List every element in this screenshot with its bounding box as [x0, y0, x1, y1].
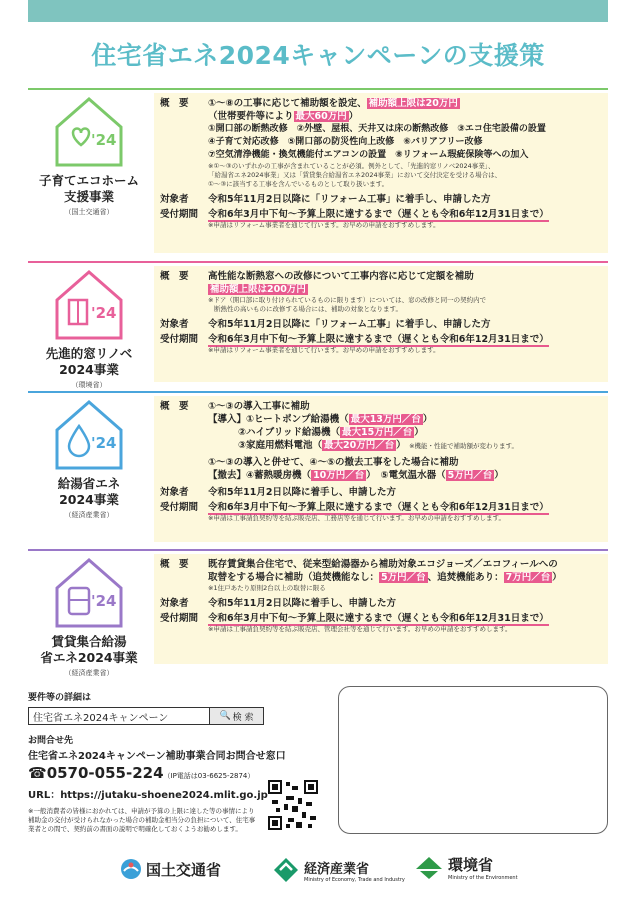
phone-icon: ☎: [28, 764, 47, 782]
subsidy-max-highlight: 最大60万円: [295, 111, 347, 122]
contact-url[interactable]: URL：https://jutaku-shoene2024.mlit.go.jp: [28, 790, 268, 801]
section-ministry: （環境省）: [71, 381, 107, 389]
section-name: 子育てエコホーム 支援事業: [38, 173, 139, 204]
search-box: [28, 707, 328, 725]
contact-phone: ☎0570-055-224（IP電話は03-6625-2874）: [28, 764, 255, 782]
period-text: 令和6年3月中下旬～予算上限に達するまで（遅くとも令和6年12月31日まで）: [208, 209, 549, 220]
subsidy-cap-highlight: 補助額上限は20万円: [368, 98, 458, 109]
note: 「給湯省エネ2024事業」又は「賃貸集合給湯省エネ2024事業」において交付決定を受ける場合は、: [208, 171, 502, 179]
removal-item: 【撤去】④蓄熱暖房機（ 10万円／台 ） ⑤電気温水器（ 5万円／台 ）: [208, 470, 504, 481]
period-label: 受付期間: [160, 334, 199, 345]
search-input[interactable]: 住宅省エネ2024キャンペーン: [28, 707, 210, 725]
search-button[interactable]: 🔍 検 索: [210, 707, 264, 725]
section-detail: 概 要 ①～⑧の工事に応じて補助額を設定、 補助額上限は20万円 （世帯要件等により 最大60万円 ） ①開口部の断熱改修 ②外壁、屋根、天井又は床の断熱改修 ③エコ住宅設備の設置 ④子育て対応改修 ⑤開口部の防災性向上改修 ⑥バリアフリー改修 ⑦空気清浄機能・換気機能付エアコンの設置 ⑧リフォーム瑕疵保険等への加入 ※①～③のいずれかの工事が含まれていることが必須。例外として、「先進的窓リノベ2024事業」、 「給湯省エネ2024事業」又は「賃貸集合給湯省エネ2024事業」において交付決定を受ける場合は、 ①～③に該当する工事を含んでいるものとして取り扱います。 対象者 令和5年11月2日以降に「リフォーム工事」に着手し、申請した方 受付期間 令和6年3月中下旬～予算上限に達するまで（遅くとも令和6年12月31日まで） ※申請はリフォーム事業者を通じて行います。お早めの申請をおすすめします。: [154, 93, 608, 253]
env-logo: 環境省 Ministry of the Environment: [414, 854, 518, 881]
intro-item: ②ハイブリッド給湯機（ 最大15万円／台 ）: [238, 427, 424, 438]
work-item: ①開口部の断熱改修 ②外壁、屋根、天井又は床の断熱改修 ③エコ住宅設備の設置: [208, 124, 546, 134]
section-name: 先進的窓リノベ 2024事業: [45, 346, 133, 377]
mlit-emblem-icon: [120, 858, 142, 880]
section-kyuto: [28, 396, 608, 544]
blank-stamp-box: [338, 686, 608, 834]
overview-label: 概 要: [160, 401, 189, 412]
house-water-drop-icon: [49, 396, 129, 472]
contact-heading: お問合せ先: [28, 736, 74, 746]
target-label: 対象者: [160, 194, 189, 205]
section-detail: 概 要 既存賃貸集合住宅で、従来型給湯器から補助対象エコジョーズ／エコフィールへの 取替をする場合に補助（追焚機能なし： 5万円／台 、追焚機能あり： 7万円／台 ） ※1住戸あたり原則2台以上の取替に限る 対象者 令和5年11月2日以降に着手し、申請した方 受付期間 令和6年3月中下旬～予算上限に達するまで（遅くとも令和6年12月31日まで） ※申請は工事請負契約等を結ぶ販売店、管理会社等を通じて行います。お早めの申請をおすすめします。: [154, 554, 608, 664]
section-name: 給湯省エネ 2024事業: [57, 476, 121, 507]
target-text: 令和5年11月2日以降に着手し、申請した方: [208, 487, 396, 498]
section-ministry: （経済産業省）: [64, 669, 114, 677]
period-text: 令和6年3月中下旬～予算上限に達するまで（遅くとも令和6年12月31日まで）: [208, 334, 549, 345]
section-ministry: （経済産業省）: [64, 511, 114, 519]
period-label: 受付期間: [160, 209, 199, 220]
target-text: 令和5年11月2日以降に「リフォーム工事」に着手し、申請した方: [208, 319, 491, 330]
page-title: 住宅省エネ2024キャンペーンの支援策: [91, 41, 545, 70]
note: ※ドア（開口部に取り付けられているものに限ります）については、窓の改修と同一の契約内で: [208, 296, 487, 304]
section-name: 賃貸集合給湯 省エネ2024事業: [40, 634, 138, 665]
period-text: 令和6年3月中下旬～予算上限に達するまで（遅くとも令和6年12月31日まで）: [208, 613, 549, 624]
meti-logo: 経済産業省 Ministry of Economy, Trade and Industry: [272, 856, 405, 884]
subsidy-cap-highlight: 補助額上限は200万円: [210, 284, 306, 295]
section-mado: [28, 266, 608, 389]
work-item: ④子育て対応改修 ⑤開口部の防災性向上改修 ⑥バリアフリー改修: [208, 137, 483, 147]
house-window-icon: [49, 266, 129, 342]
details-heading: 要件等の詳細は: [28, 693, 92, 703]
env-emblem-icon: [414, 855, 444, 881]
period-text: 令和6年3月中下旬～予算上限に達するまで（遅くとも令和6年12月31日まで）: [208, 502, 549, 513]
svg-text:'24: '24: [91, 434, 117, 452]
section-kosodate: [28, 93, 608, 255]
overview-label: 概 要: [160, 98, 189, 109]
note: ※1住戸あたり原則2台以上の取替に限る: [208, 584, 326, 592]
house-heart-icon: [49, 93, 129, 169]
section-ministry: （国土交通省）: [64, 208, 114, 216]
note: 断熱性の高いものに改修する場合には、補助の対象となります。: [214, 305, 402, 313]
note: ※①～③のいずれかの工事が含まれていることが必須。例外として、「先進的窓リノベ2024事業」、: [208, 162, 495, 170]
target-label: 対象者: [160, 598, 189, 609]
work-item: ⑦空気清浄機能・換気機能付エアコンの設置 ⑧リフォーム瑕疵保険等への加入: [208, 150, 529, 160]
section-divider: [28, 549, 608, 551]
overview-label: 概 要: [160, 559, 189, 570]
period-note: ※申請はリフォーム事業者を通じて行います。お早めの申請をおすすめします。: [208, 221, 440, 229]
qr-code-icon[interactable]: [268, 780, 318, 830]
note: ①～③に該当する工事を含んでいるものとして取り扱います。: [208, 180, 389, 188]
svg-text:'24: '24: [91, 131, 117, 149]
section-divider: [28, 261, 608, 263]
mlit-logo: 国土交通省: [120, 858, 221, 880]
top-banner-bar: [28, 0, 608, 22]
section-detail: 概 要 ①～③の導入工事に補助 【導入】①ヒートポンプ給湯機（ 最大13万円／台 ） ②ハイブリッド給湯機（ 最大15万円／台 ） ③家庭用燃料電池（ 最大20万円／台 ） ※機能・性能で補助額が変わります。 ①～③の導入と併せて、④～⑤の撤去工事をした場合に補助 【撤去】④蓄熱暖房機（ 10万円／台 ） ⑤電気温水器（ 5万円／台 ） 対象者 令和5年11月2日以降に着手し、申請した方 受付期間 令和6年3月中下旬～予算上限に達するまで（遅くとも令和6年12月31日まで） ※申請は工事請負契約等を結ぶ販売店、工務店等を通じて行います。お早めの申請をおすすめします。: [154, 396, 608, 542]
svg-text:'24: '24: [91, 592, 117, 610]
target-label: 対象者: [160, 319, 189, 330]
intro-item: 【導入】①ヒートポンプ給湯機（ 最大13万円／台 ）: [208, 414, 433, 425]
section-divider: [28, 391, 608, 393]
removal-lead: ①～③の導入と併せて、④～⑤の撤去工事をした場合に補助: [208, 457, 459, 468]
section-divider: [28, 88, 608, 90]
period-label: 受付期間: [160, 502, 199, 513]
search-icon: 🔍: [219, 711, 231, 721]
period-note: ※申請はリフォーム事業者を通じて行います。お早めの申請をおすすめします。: [208, 346, 440, 354]
target-label: 対象者: [160, 487, 189, 498]
period-note: ※申請は工事請負契約等を結ぶ販売店、工務店等を通じて行います。お早めの申請をおすすめします。: [208, 514, 505, 522]
meti-emblem-icon: [272, 856, 300, 884]
intro-item: ③家庭用燃料電池（ 最大20万円／台 ） ※機能・性能で補助額が変わります。: [238, 440, 519, 451]
ministry-logos: [0, 852, 636, 892]
period-label: 受付期間: [160, 613, 199, 624]
section-chintai: [28, 554, 608, 677]
contact-name: 住宅省エネ2024キャンペーン補助事業合同お問合せ窓口: [28, 751, 286, 762]
footnote: ※一般消費者の皆様におかれては、申請が予算の上限に達した等の事情により補助金の交付が受けられなかった場合の補助金相当分の負担について、住宅事業者との間で、契約前の書面の説明で明確化しておくようお勧めします。: [28, 807, 256, 833]
house-water-heater-icon: [49, 554, 129, 630]
period-note: ※申請は工事請負契約等を結ぶ販売店、管理会社等を通じて行います。お早めの申請をおすすめします。: [208, 625, 512, 633]
svg-text:'24: '24: [91, 304, 117, 322]
target-text: 令和5年11月2日以降に着手し、申請した方: [208, 598, 396, 609]
target-text: 令和5年11月2日以降に「リフォーム工事」に着手し、申請した方: [208, 194, 491, 205]
overview-label: 概 要: [160, 271, 189, 282]
section-detail: 概 要 高性能な断熱窓への改修について工事内容に応じて定額を補助 補助額上限は200万円 ※ドア（開口部に取り付けられているものに限ります）については、窓の改修と同一の契約内で 断熱性の高いものに改修する場合には、補助の対象となります。 対象者 令和5年11月2日以降に「リフォーム工事」に着手し、申請した方 受付期間 令和6年3月中下旬～予算上限に達するまで（遅くとも令和6年12月31日まで） ※申請はリフォーム事業者を通じて行います。お早めの申請をおすすめします。: [154, 266, 608, 382]
